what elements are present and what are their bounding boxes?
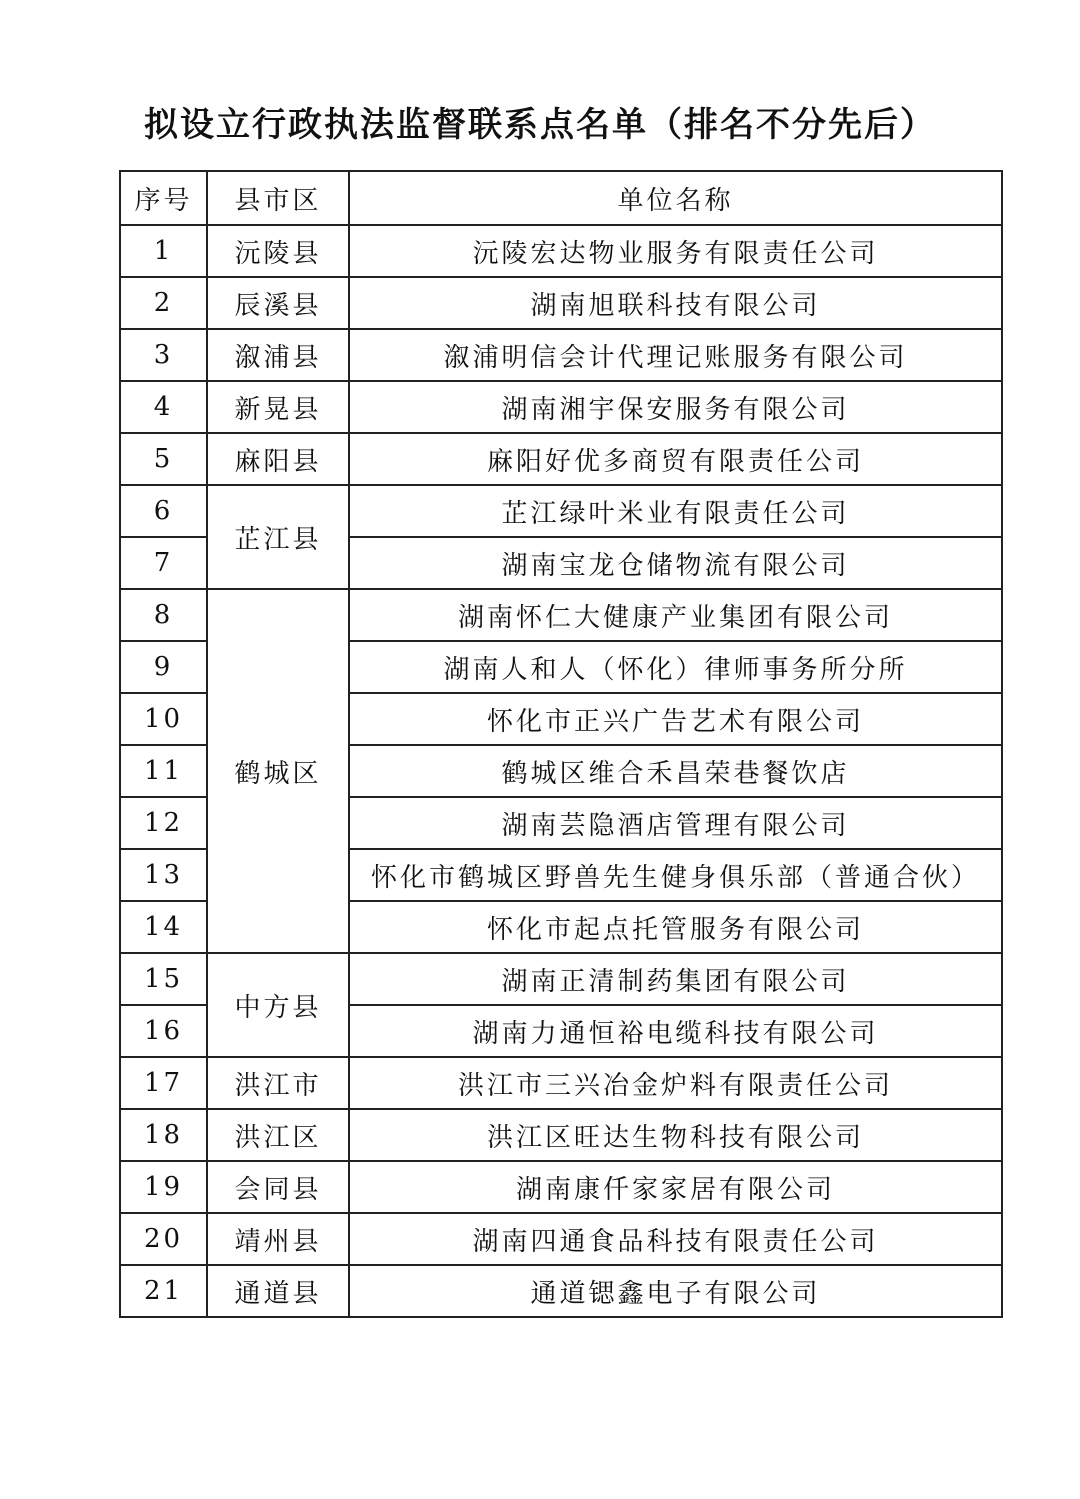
row-number: 6 (120, 485, 207, 537)
table-body (120, 225, 1002, 1317)
district-cell: 新晃县 (207, 381, 349, 433)
unit-name-cell: 通道锶鑫电子有限公司 (349, 1265, 1002, 1317)
table-row (120, 381, 1002, 433)
table-row (120, 485, 1002, 537)
unit-name-cell: 湖南正清制药集团有限公司 (349, 953, 1002, 1005)
table-row (120, 329, 1002, 381)
district-cell: 中方县 (207, 953, 349, 1057)
contact-point-table (119, 170, 1003, 1318)
district-cell: 洪江区 (207, 1109, 349, 1161)
unit-name-cell: 湖南四通食品科技有限责任公司 (349, 1213, 1002, 1265)
district-cell: 沅陵县 (207, 225, 349, 277)
unit-name-cell: 怀化市鹤城区野兽先生健身俱乐部（普通合伙） (349, 849, 1002, 901)
district-cell: 靖州县 (207, 1213, 349, 1265)
row-number: 21 (120, 1265, 207, 1317)
unit-name-cell: 芷江绿叶米业有限责任公司 (349, 485, 1002, 537)
row-number: 20 (120, 1213, 207, 1265)
row-number: 4 (120, 381, 207, 433)
table-row (120, 1057, 1002, 1109)
district-cell: 鹤城区 (207, 589, 349, 953)
table-row (120, 953, 1002, 1005)
unit-name-cell: 怀化市起点托管服务有限公司 (349, 901, 1002, 953)
district-cell: 通道县 (207, 1265, 349, 1317)
unit-name-cell: 湖南宝龙仓储物流有限公司 (349, 537, 1002, 589)
row-number: 2 (120, 277, 207, 329)
unit-name-cell: 怀化市正兴广告艺术有限公司 (349, 693, 1002, 745)
header-district: 县市区 (207, 171, 349, 225)
row-number: 12 (120, 797, 207, 849)
district-cell: 溆浦县 (207, 329, 349, 381)
unit-name-cell: 麻阳好优多商贸有限责任公司 (349, 433, 1002, 485)
table-header (120, 171, 1002, 225)
row-number: 11 (120, 745, 207, 797)
header-unit: 单位名称 (349, 171, 1002, 225)
district-cell: 麻阳县 (207, 433, 349, 485)
district-cell: 会同县 (207, 1161, 349, 1213)
row-number: 5 (120, 433, 207, 485)
unit-name-cell: 湖南芸隐酒店管理有限公司 (349, 797, 1002, 849)
row-number: 8 (120, 589, 207, 641)
row-number: 10 (120, 693, 207, 745)
row-number: 19 (120, 1161, 207, 1213)
row-number: 3 (120, 329, 207, 381)
row-number: 16 (120, 1005, 207, 1057)
unit-name-cell: 湖南湘宇保安服务有限公司 (349, 381, 1002, 433)
header-row (120, 171, 1002, 225)
district-cell: 辰溪县 (207, 277, 349, 329)
unit-name-cell: 湖南旭联科技有限公司 (349, 277, 1002, 329)
table-row (120, 433, 1002, 485)
table-row (120, 1109, 1002, 1161)
row-number: 13 (120, 849, 207, 901)
table-row (120, 225, 1002, 277)
table-row (120, 277, 1002, 329)
row-number: 9 (120, 641, 207, 693)
table-row (120, 1161, 1002, 1213)
unit-name-cell: 洪江区旺达生物科技有限公司 (349, 1109, 1002, 1161)
page-title: 拟设立行政执法监督联系点名单（排名不分先后） (144, 105, 936, 145)
table-row (120, 1213, 1002, 1265)
unit-name-cell: 沅陵宏达物业服务有限责任公司 (349, 225, 1002, 277)
row-number: 1 (120, 225, 207, 277)
row-number: 15 (120, 953, 207, 1005)
table-row (120, 1265, 1002, 1317)
header-no: 序号 (120, 171, 207, 225)
district-cell: 芷江县 (207, 485, 349, 589)
unit-name-cell: 湖南人和人（怀化）律师事务所分所 (349, 641, 1002, 693)
row-number: 7 (120, 537, 207, 589)
unit-name-cell: 湖南康仟家家居有限公司 (349, 1161, 1002, 1213)
unit-name-cell: 鹤城区维合禾昌荣巷餐饮店 (349, 745, 1002, 797)
district-cell: 洪江市 (207, 1057, 349, 1109)
table-row (120, 589, 1002, 641)
unit-name-cell: 湖南力通恒裕电缆科技有限公司 (349, 1005, 1002, 1057)
row-number: 18 (120, 1109, 207, 1161)
unit-name-cell: 溆浦明信会计代理记账服务有限公司 (349, 329, 1002, 381)
unit-name-cell: 洪江市三兴冶金炉料有限责任公司 (349, 1057, 1002, 1109)
unit-name-cell: 湖南怀仁大健康产业集团有限公司 (349, 589, 1002, 641)
row-number: 17 (120, 1057, 207, 1109)
row-number: 14 (120, 901, 207, 953)
